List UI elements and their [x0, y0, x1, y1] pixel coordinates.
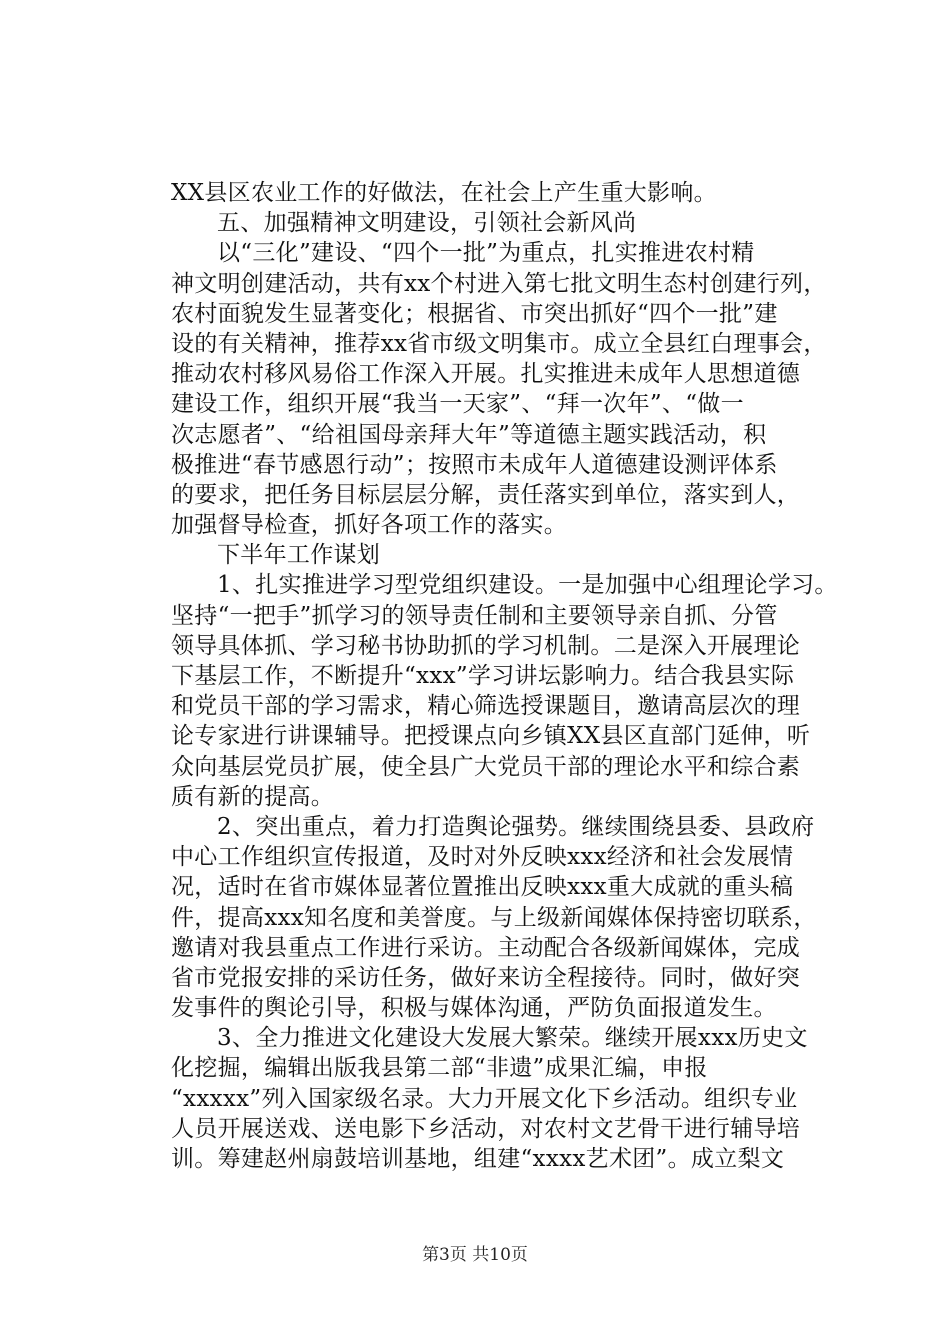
text-line: 众向基层党员扩展，使全县广大党员干部的理论水平和综合素 — [171, 753, 801, 780]
text-line: 3、全力推进文化建设大发展大繁荣。继续开展xxx历史文 — [217, 1025, 808, 1052]
text-line: 以“三化”建设、“四个一批”为重点，扎实推进农村精 — [217, 240, 755, 267]
text-line: 的要求，把任务目标层层分解，责任落实到单位，落实到人， — [171, 481, 801, 508]
page-footer: 第3页 共10页 — [422, 1245, 528, 1265]
text-line: 人员开展送戏、送电影下乡活动，对农村文艺骨干进行辅导培 — [171, 1115, 801, 1142]
text-line: 件，提高xxx知名度和美誉度。与上级新闻媒体保持密切联系， — [171, 904, 817, 931]
text-line: 1、扎实推进学习型党组织建设。一是加强中心组理论学习。 — [217, 572, 838, 599]
text-line: 训。筹建赵州扇鼓培训基地，组建“xxxx艺术团”。成立梨文 — [171, 1146, 785, 1172]
text-line: 下基层工作，不断提升“xxx”学习讲坛影响力。结合我县实际 — [171, 663, 795, 689]
text-line: 邀请对我县重点工作进行采访。主动配合各级新闻媒体，完成 — [171, 934, 801, 961]
text-line: 化挖掘，编辑出版我县第二部“非遗”成果汇编，申报 — [171, 1055, 708, 1082]
text-line: 中心工作组织宣传报道，及时对外反映xxx经济和社会发展情 — [171, 844, 794, 871]
text-line: 况，适时在省市媒体显著位置推出反映xxx重大成就的重头稿 — [171, 874, 794, 901]
text-line: 加强督导检查，抓好各项工作的落实。 — [171, 512, 568, 539]
text-line: 坚持“一把手”抓学习的领导责任制和主要领导亲自抓、分管 — [171, 602, 778, 629]
document-body — [171, 178, 838, 1174]
text-line: 次志愿者”、“给祖国母亲拜大年”等道德主题实践活动，积 — [171, 421, 767, 448]
text-line: 推动农村移风易俗工作深入开展。扎实推进未成年人思想道德 — [171, 361, 801, 388]
text-line: 论专家进行讲课辅导。把授课点向乡镇XX县区直部门延伸，听 — [171, 723, 811, 750]
text-line: 设的有关精神，推荐xx省市级文明集市。成立全县红白理事会， — [171, 330, 827, 357]
text-line: 省市党报安排的采访任务，做好来访全程接待。同时，做好突 — [171, 964, 801, 991]
text-line: 神文明创建活动，共有xx个村进入第七批文明生态村创建行列， — [171, 270, 827, 297]
text-line: 2、突出重点，着力打造舆论强势。继续围绕县委、县政府 — [217, 813, 815, 840]
text-line: “xxxxx”列入国家级名录。大力开展文化下乡活动。组织专业 — [171, 1085, 798, 1112]
text-line: 五、加强精神文明建设，引领社会新风尚 — [217, 210, 637, 237]
text-line: 下半年工作谋划 — [217, 542, 381, 569]
text-line: 农村面貌发生显著变化；根据省、市突出抓好“四个一批”建 — [171, 300, 778, 327]
text-line: 极推进“春节感恩行动”；按照市未成年人道德建设测评体系 — [171, 451, 778, 478]
text-line: 领导具体抓、学习秘书协助抓的学习机制。二是深入开展理论 — [171, 632, 801, 659]
text-line: 和党员干部的学习需求，精心筛选授课题目，邀请高层次的理 — [171, 693, 801, 720]
text-line: 质有新的提高。 — [171, 783, 335, 810]
text-line: 发事件的舆论引导，积极与媒体沟通，严防负面报道发生。 — [171, 995, 777, 1022]
text-line: XX县区农业工作的好做法，在社会上产生重大影响。 — [171, 180, 717, 206]
text-line: 建设工作，组织开展“我当一天家”、“拜一次年”、“做一 — [171, 391, 744, 418]
